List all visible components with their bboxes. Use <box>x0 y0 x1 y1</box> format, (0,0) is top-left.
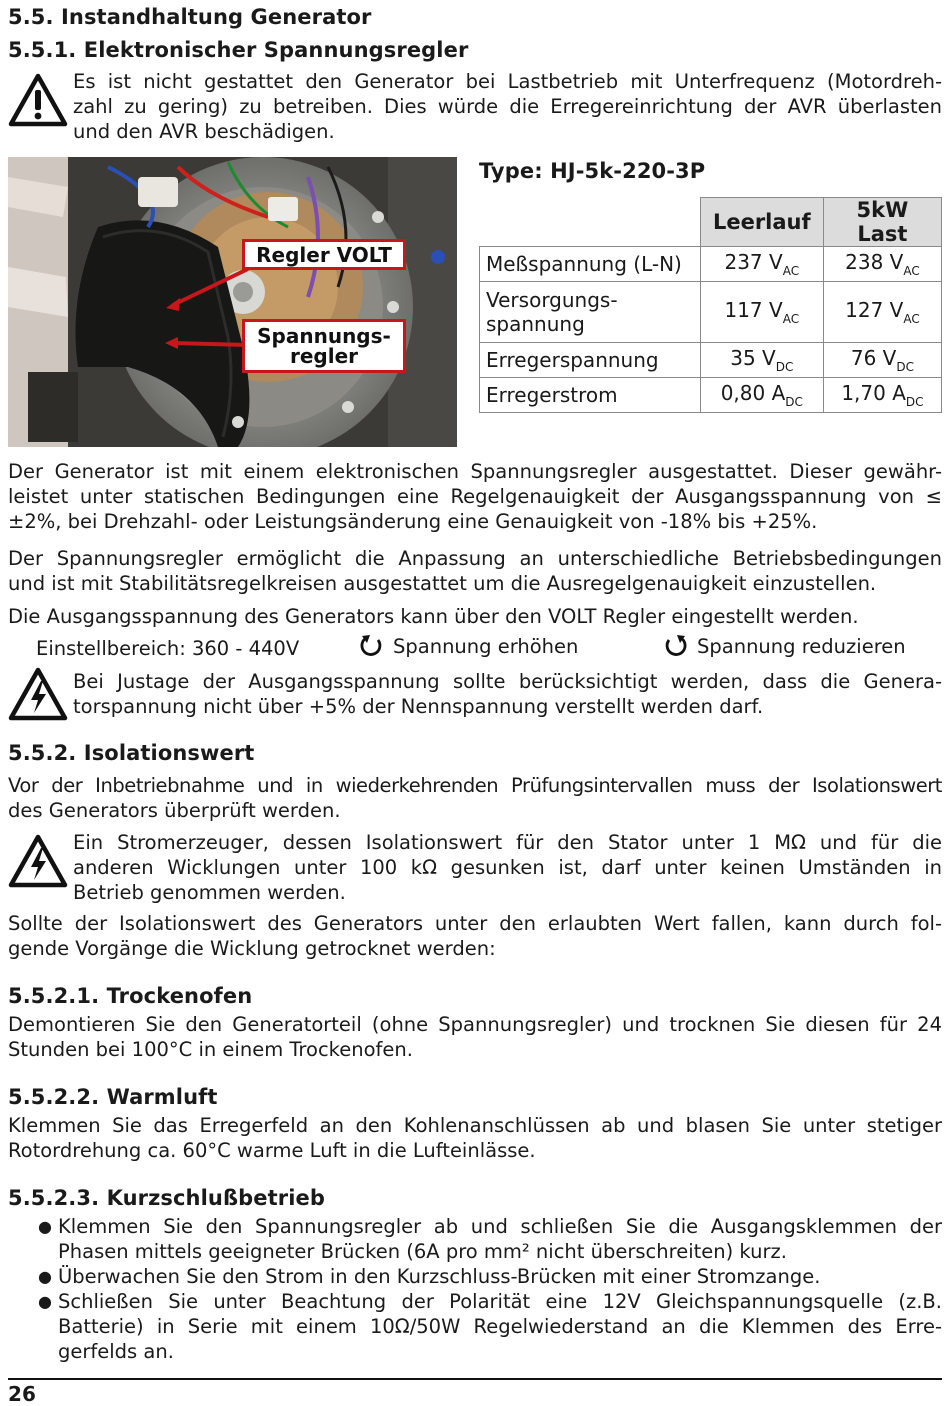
paragraph-volt-regler: Die Ausgangsspannung des Generators kann über den VOLT Regler eingestellt werden. <box>8 605 859 628</box>
paragraph-trocknen <box>8 911 942 961</box>
paragraph-line: Rotordrehung ca. 60°C warme Luft in die Lufteinlässe. <box>8 1139 536 1162</box>
table-header-leerlauf: Leerlauf <box>700 198 823 247</box>
list-item-line: Phasen mittels geeigneter Brücken (6A pro mm² nicht überschreiten) kurz. <box>58 1240 787 1263</box>
paragraph-stabilitaet <box>8 546 942 596</box>
section-heading: 5.5. Instandhaltung Generator <box>8 5 372 29</box>
paragraph-line: Sollte der Isolationswert des Generators unter den erlaubten Wert fallen, kann durch fol- <box>8 912 942 935</box>
paragraph-line: Der Spannungsregler ermöglicht die Anpassung an unterschiedliche Betriebsbedingungen <box>8 547 942 570</box>
warning-1-text <box>73 69 942 144</box>
page-number: 26 <box>8 1382 37 1406</box>
callout-spannungsregler <box>242 319 406 373</box>
table-cell-value: 76 V <box>850 346 897 370</box>
list-item <box>8 1264 942 1289</box>
paragraph-line: des Generators überprüft werden. <box>8 799 341 822</box>
table-cell <box>823 282 941 343</box>
table-row <box>480 378 942 413</box>
list-item-line: Klemmen Sie den Spannungsregler ab und schließen Sie die Ausgangsklemmen der <box>58 1215 942 1238</box>
table-cell-unit: DC <box>785 395 803 409</box>
table-row-label: Erregerstrom <box>480 378 701 413</box>
warning-3-line: Ein Stromerzeuger, dessen Isolationswert für den Stator unter 1 MΩ und für die <box>73 831 942 854</box>
table-cell-value: 117 V <box>724 298 783 322</box>
increase-voltage-label: Spannung erhöhen <box>393 635 579 658</box>
table-cell-value: 237 V <box>724 250 783 274</box>
measurement-table <box>479 197 942 413</box>
table-cell-value: 127 V <box>845 298 904 322</box>
bullet-icon: ● <box>38 1267 52 1286</box>
paragraph-line: ±2%, bei Drehzahl- oder Leistungsänderung eine Genauigkeit von -18% bis +25%. <box>8 510 818 533</box>
subsection-heading-kurzschlussbetrieb: 5.5.2.3. Kurzschlußbetrieb <box>8 1186 325 1210</box>
paragraph-line: Vor der Inbetriebnahme und in wiederkehrenden Prüfungsintervallen muss der Isolationswert <box>8 774 942 797</box>
subsection-heading-spannungsregler: 5.5.1. Elektronischer Spannungsregler <box>8 38 469 62</box>
paragraph-line: und ist mit Stabilitätsregelkreisen ausgestattet um die Ausregelgenauigkeit einzustellen. <box>8 572 877 595</box>
warning-2-line: Bei Justage der Ausgangsspannung sollte berücksichtigt werden, dass die Genera- <box>73 670 942 693</box>
paragraph-warmluft <box>8 1113 942 1163</box>
list-item-line: Überwachen Sie den Strom in den Kurzschluss-Brücken mit einer Stromzange. <box>58 1265 821 1288</box>
table-row <box>480 343 942 378</box>
warning-3-text <box>73 830 942 905</box>
table-row-label: Erregerspannung <box>480 343 701 378</box>
table-cell-value: 35 V <box>730 346 776 370</box>
table-header-5kw-last: 5kW Last <box>823 198 941 247</box>
paragraph-regelgenauigkeit <box>8 459 942 534</box>
table-row-label-line: spannung <box>486 312 585 336</box>
exclamation-warning-icon <box>8 73 68 127</box>
table-cell <box>823 247 941 282</box>
table-cell <box>823 378 941 413</box>
table-cell <box>700 378 823 413</box>
callout-spannungsregler-line-1: Spannungs- <box>257 324 391 348</box>
subsection-heading-trockenofen: 5.5.2.1. Trockenofen <box>8 984 253 1008</box>
footer-rule <box>8 1378 942 1380</box>
table-row <box>480 247 942 282</box>
list-item-line: Schließen Sie unter Beachtung der Polarität eine 12V Gleichspannungsquelle (z.B. <box>58 1290 942 1313</box>
paragraph-isolationswert <box>8 773 942 823</box>
table-header-empty <box>480 198 701 247</box>
generator-photo <box>8 157 457 447</box>
list-item-line: gerfelds an. <box>58 1340 174 1363</box>
warning-2-text <box>73 669 942 719</box>
warning-3-line: Betrieb genommen werden. <box>73 881 346 904</box>
paragraph-line: Stunden bei 100°C in einem Trockenofen. <box>8 1038 413 1061</box>
table-cell-value: 1,70 A <box>841 381 906 405</box>
bullet-icon: ● <box>38 1217 52 1236</box>
table-cell-value: 238 V <box>845 250 904 274</box>
list-item <box>8 1289 942 1364</box>
high-voltage-warning-icon <box>8 834 68 888</box>
subsection-heading-warmluft: 5.5.2.2. Warmluft <box>8 1085 218 1109</box>
bullet-icon: ● <box>38 1292 52 1311</box>
high-voltage-warning-icon <box>8 667 68 721</box>
paragraph-line: Klemmen Sie das Erregerfeld an den Kohlenanschlüssen ab und blasen Sie unter stetiger <box>8 1114 942 1137</box>
callout-regler-volt: Regler VOLT <box>242 239 406 270</box>
rotate-clockwise-icon <box>358 633 384 659</box>
table-cell <box>700 282 823 343</box>
table-cell-unit: DC <box>775 360 794 374</box>
paragraph-trockenofen <box>8 1012 942 1062</box>
callout-spannungsregler-line-2: regler <box>289 344 359 368</box>
list-item <box>8 1214 942 1264</box>
table-cell <box>700 343 823 378</box>
warning-1-line: und den AVR beschädigen. <box>73 120 335 143</box>
list-item-line: Batterie) in Serie mit einem 10Ω/50W Regelwiederstand an die Klemmen des Erre- <box>58 1315 942 1338</box>
table-cell-unit: DC <box>896 360 914 374</box>
generator-photo-drawing <box>8 157 457 447</box>
paragraph-line: gende Vorgänge die Wicklung getrocknet werden: <box>8 937 496 960</box>
adjustment-range: Einstellbereich: 360 - 440V <box>36 637 300 660</box>
warning-3-line: anderen Wicklungen unter 100 kΩ gesunken ist, darf unter keinen Umständen in <box>73 856 942 879</box>
warning-1-line: zahl zu gering) zu betreiben. Dies würde die Erregereinrichtung der AVR überlasten <box>73 95 942 118</box>
table-cell-unit: AC <box>903 264 920 278</box>
warning-2-line: torspannung nicht über +5% der Nennspannung verstellt werden darf. <box>73 695 764 718</box>
table-row-label <box>480 282 701 343</box>
table-cell-unit: AC <box>782 312 800 326</box>
paragraph-line: Der Generator ist mit einem elektronischen Spannungsregler ausgestattet. Dieser gewähr- <box>8 460 942 483</box>
table-cell <box>700 247 823 282</box>
table-row-label: Meßspannung (L-N) <box>480 247 701 282</box>
warning-1-line: Es ist nicht gestattet den Generator bei Lastbetrieb mit Unterfrequenz (Motordreh- <box>73 70 942 93</box>
table-cell-unit: AC <box>782 264 800 278</box>
decrease-voltage-label: Spannung reduzieren <box>697 635 906 658</box>
paragraph-line: Demontieren Sie den Generatorteil (ohne Spannungsregler) und trocknen Sie diesen für 24 <box>8 1013 942 1036</box>
table-cell <box>823 343 941 378</box>
table-cell-value: 0,80 A <box>720 381 786 405</box>
table-header-row <box>480 198 942 247</box>
paragraph-line: leistet unter statischen Bedingungen eine Regelgenauigkeit der Ausgangsspannung von ≤ <box>8 485 942 508</box>
type-label: Type: HJ-5k-220-3P <box>479 159 706 183</box>
table-row <box>480 282 942 343</box>
rotate-counterclockwise-icon <box>663 633 689 659</box>
table-cell-unit: AC <box>903 312 920 326</box>
table-row-label-line: Versorgungs- <box>486 288 618 312</box>
table-cell-unit: DC <box>905 395 924 409</box>
subsection-heading-isolationswert: 5.5.2. Isolationswert <box>8 741 255 765</box>
